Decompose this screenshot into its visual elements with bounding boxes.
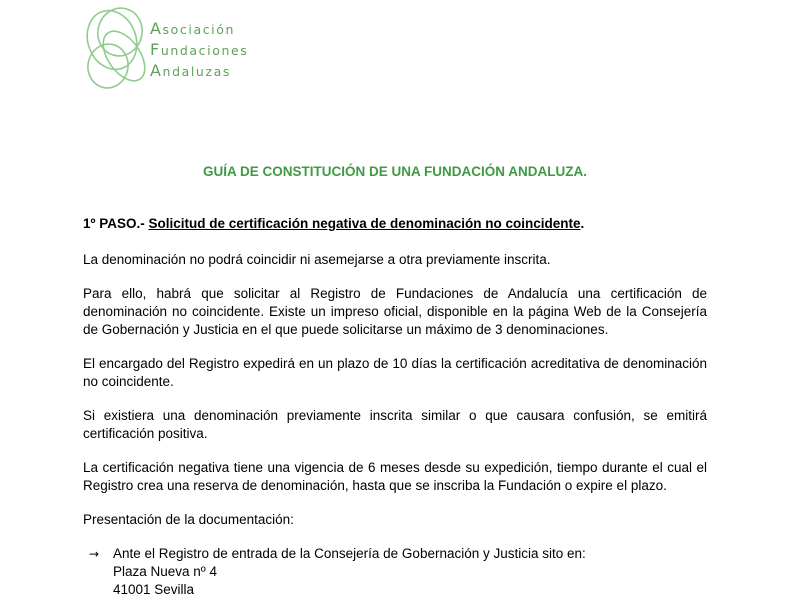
logo-line-3	[150, 61, 248, 82]
logo-initial: A	[150, 61, 163, 80]
paragraph: La certificación negativa tiene una vigencia de 6 meses desde su expedición, tiempo durante el cual el Registro crea una reserva de denominación, hasta que se inscriba la Fundación o expire el plazo.	[83, 460, 707, 493]
step-title: Solicitud de certificación negativa de denominación no coincidente	[148, 216, 581, 231]
document-body	[83, 163, 707, 599]
submission-list	[83, 545, 707, 599]
logo-line-text: sociación	[162, 22, 236, 37]
paragraph: Si existiera una denominación previamente inscrita similar o que causara confusión, se emitirá certificación positiva.	[83, 408, 707, 441]
paragraph: El encargado del Registro expedirá en un plazo de 10 días la certificación acreditativa de denominación no coincidente.	[83, 356, 707, 389]
step-suffix: .	[580, 216, 585, 231]
paragraph: Para ello, habrá que solicitar al Registro de Fundaciones de Andalucía una certificación de denominación no coincidente. Existe un impreso oficial, disponible en la página Web de la Consejería de Gobernación y Justicia en el que puede solicitarse un máximo de 3 denominaciones.	[83, 286, 707, 337]
step-prefix: 1º PASO.-	[83, 216, 149, 231]
logo-line-text: undaciones	[160, 43, 249, 58]
logo-line-text: ndaluzas	[162, 64, 231, 79]
list-item-text: Ante el Registro de entrada de la Consejería de Gobernación y Justicia sito en:	[113, 546, 586, 561]
paragraph: La denominación no podrá coincidir ni asemejarse a otra previamente inscrita.	[83, 252, 551, 267]
list-item	[83, 545, 707, 599]
logo-initial: F	[150, 40, 161, 59]
step-heading	[83, 215, 707, 233]
arrow-right-icon: →	[89, 547, 100, 561]
logo-line-2	[150, 40, 248, 61]
logo	[82, 4, 262, 94]
document-title: GUÍA DE CONSTITUCIÓN DE UNA FUNDACIÓN ANDALUZA.	[203, 164, 587, 179]
logo-line-1	[150, 19, 248, 40]
address-city: 41001 Sevilla	[113, 582, 195, 597]
logo-initial: A	[150, 19, 163, 38]
address-street: Plaza Nueva nº 4	[113, 564, 217, 579]
paragraph: Presentación de la documentación:	[83, 512, 294, 527]
logo-wordmark	[150, 19, 248, 82]
